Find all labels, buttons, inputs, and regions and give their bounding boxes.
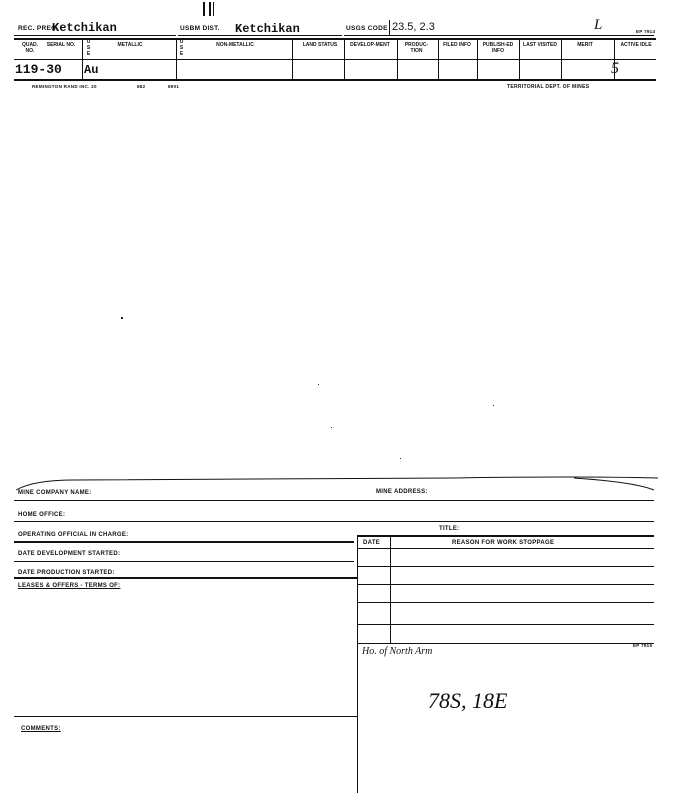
operating-official-label: OPERATING OFFICIAL IN CHARGE: [18, 532, 129, 538]
col-filed-info: FILED INFO [443, 42, 471, 48]
usgs-code-label: USGS CODE [346, 25, 388, 32]
col-non-metallic: NON-METALLIC [216, 42, 254, 48]
top-tab-mark [203, 2, 205, 16]
col-published-info: PUBLISH-ED INFO [482, 42, 514, 54]
col-active-idle: ACTIVE IDLE [620, 42, 652, 48]
speck [121, 317, 123, 319]
rule [390, 535, 391, 643]
speck [331, 427, 332, 428]
form-number: EP 7914 [636, 29, 656, 34]
date-development-label: DATE DEVELOPMENT STARTED: [18, 551, 121, 557]
rule [357, 566, 654, 567]
rule [389, 20, 390, 35]
printer-code-2: 8901 [168, 84, 180, 89]
rule [14, 59, 656, 60]
speck [493, 405, 494, 406]
speck [318, 384, 319, 385]
rule [357, 535, 358, 793]
reason-column-label: REASON FOR WORK STOPPAGE [452, 540, 555, 546]
rule [178, 35, 342, 36]
territorial-dept: TERRITORIAL DEPT. OF MINES [507, 84, 590, 90]
usgs-code-value: 23.5, 2.3 [392, 21, 435, 33]
top-tab-mark [209, 2, 211, 16]
comments-label: COMMENTS: [21, 726, 61, 732]
col-land-status: LAND STATUS [302, 42, 338, 48]
col-last-visited: LAST VISITED [523, 42, 557, 48]
merit-mark: L [594, 17, 603, 33]
printer-code-1: 882 [137, 84, 146, 89]
card-edge [14, 472, 660, 496]
rule [14, 500, 654, 501]
form-number-bottom: EP 7915 [633, 643, 653, 648]
handwritten-coordinates: 78S, 18E [428, 688, 508, 713]
rule [357, 624, 654, 625]
col-metallic: METALLIC [117, 42, 143, 48]
rule [14, 561, 354, 562]
rule [357, 548, 654, 549]
usbm-dist-value: Ketchikan [235, 22, 300, 36]
col-development: DEVELOP-MENT [350, 42, 390, 48]
col-production: PRODUC-TION [404, 42, 429, 54]
rule [14, 577, 358, 579]
top-tab-mark [213, 2, 214, 16]
active-idle-mark: 5 [611, 60, 619, 77]
mine-address-label: MINE ADDRESS: [376, 489, 428, 495]
col-use-left: U S E [86, 39, 91, 57]
rec-prec-label: REC. PREC. [18, 25, 59, 32]
rule [14, 79, 656, 81]
rule [357, 602, 654, 603]
handwritten-location: Ho. of North Arm [362, 646, 433, 657]
rule [357, 535, 654, 537]
mine-company-name-label: MINE COMPANY NAME: [18, 490, 92, 496]
rule [14, 35, 176, 36]
title-label: TITLE: [439, 526, 460, 532]
rule [14, 521, 654, 522]
col-serial-no: SERIAL NO. [46, 42, 76, 48]
quad-serial-value: 119-30 [15, 62, 62, 77]
date-column-label: DATE [363, 540, 381, 546]
rule [14, 38, 656, 40]
speck [400, 458, 401, 459]
rule [14, 716, 357, 717]
metallic-value: Au [84, 63, 99, 77]
date-production-label: DATE PRODUCTION STARTED: [18, 570, 115, 576]
usbm-dist-label: USBM DIST. [180, 25, 220, 32]
rule [357, 643, 654, 644]
rule [344, 35, 654, 36]
printer-imprint: REMINGTON RAND INC. 20 [32, 84, 97, 89]
col-use-right: U S E [179, 39, 184, 57]
rule [14, 541, 354, 543]
home-office-label: HOME OFFICE: [18, 512, 66, 518]
rec-prec-value: Ketchikan [52, 21, 117, 35]
col-merit: MERIT [577, 42, 593, 48]
col-quad-no: QUAD. NO. [21, 42, 39, 54]
leases-label: LEASES & OFFERS - TERMS OF: [18, 583, 121, 589]
rule [357, 584, 654, 585]
